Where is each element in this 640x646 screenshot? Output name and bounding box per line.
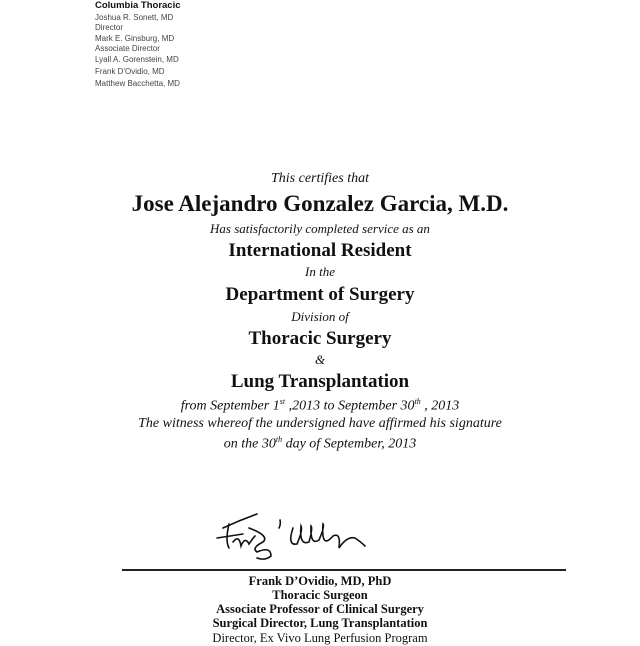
signatory-title: Surgical Director, Lung Transplantation — [212, 616, 428, 630]
division-title: Thoracic Surgery — [248, 328, 392, 349]
date-sup: th — [414, 397, 421, 406]
signatory-title: Thoracic Surgeon — [272, 588, 368, 602]
recipient-name: Jose Alejandro Gonzalez Garcia, M.D. — [131, 191, 509, 216]
witness-text: The witness whereof the undersigned have affirmed his signature — [138, 416, 502, 431]
staff-role: Associate Director — [95, 43, 160, 53]
date-text: from September 1 — [180, 398, 280, 414]
department-title: Department of Surgery — [225, 284, 415, 305]
staff-name: Joshua R. Sonett, MD — [95, 13, 174, 22]
date-sup: st — [279, 397, 286, 406]
signatory-name: Frank D’Ovidio, MD, PhD — [248, 574, 392, 588]
signatory-title: Associate Professor of Clinical Surgery — [216, 602, 424, 616]
signatory-title: Director, Ex Vivo Lung Perfusion Program — [212, 631, 428, 645]
division-title-2: Lung Transplantation — [230, 371, 410, 392]
staff-name: Frank D'Ovidio, MD — [95, 66, 165, 76]
signature-line — [122, 569, 566, 571]
service-dates — [0, 397, 640, 415]
letterhead — [95, 0, 181, 88]
staff-role: Director — [95, 22, 124, 32]
letterhead-title: Columbia Thoracic — [95, 0, 181, 11]
date-text: , 2013 — [420, 398, 460, 414]
intro-text: This certifies that — [271, 171, 369, 186]
staff-name: Mark E. Ginsburg, MD — [95, 34, 175, 44]
staff-name: Matthew Bacchetta, MD — [95, 78, 180, 88]
date-text: ,2013 to September 30 — [285, 398, 415, 414]
position-title: International Resident — [228, 240, 412, 261]
signed-date — [0, 435, 640, 453]
signed-text: on the 30 — [223, 436, 276, 452]
service-line: Has satisfactorily completed service as an — [210, 221, 430, 236]
staff-name: Lyall A. Gorenstein, MD — [95, 55, 179, 65]
division-of-text: Division of — [291, 309, 349, 324]
signature — [215, 506, 415, 566]
signed-text: day of September, 2013 — [282, 436, 417, 452]
in-the-text: In the — [305, 264, 335, 279]
signed-sup: th — [275, 435, 283, 444]
ampersand: & — [314, 352, 326, 367]
